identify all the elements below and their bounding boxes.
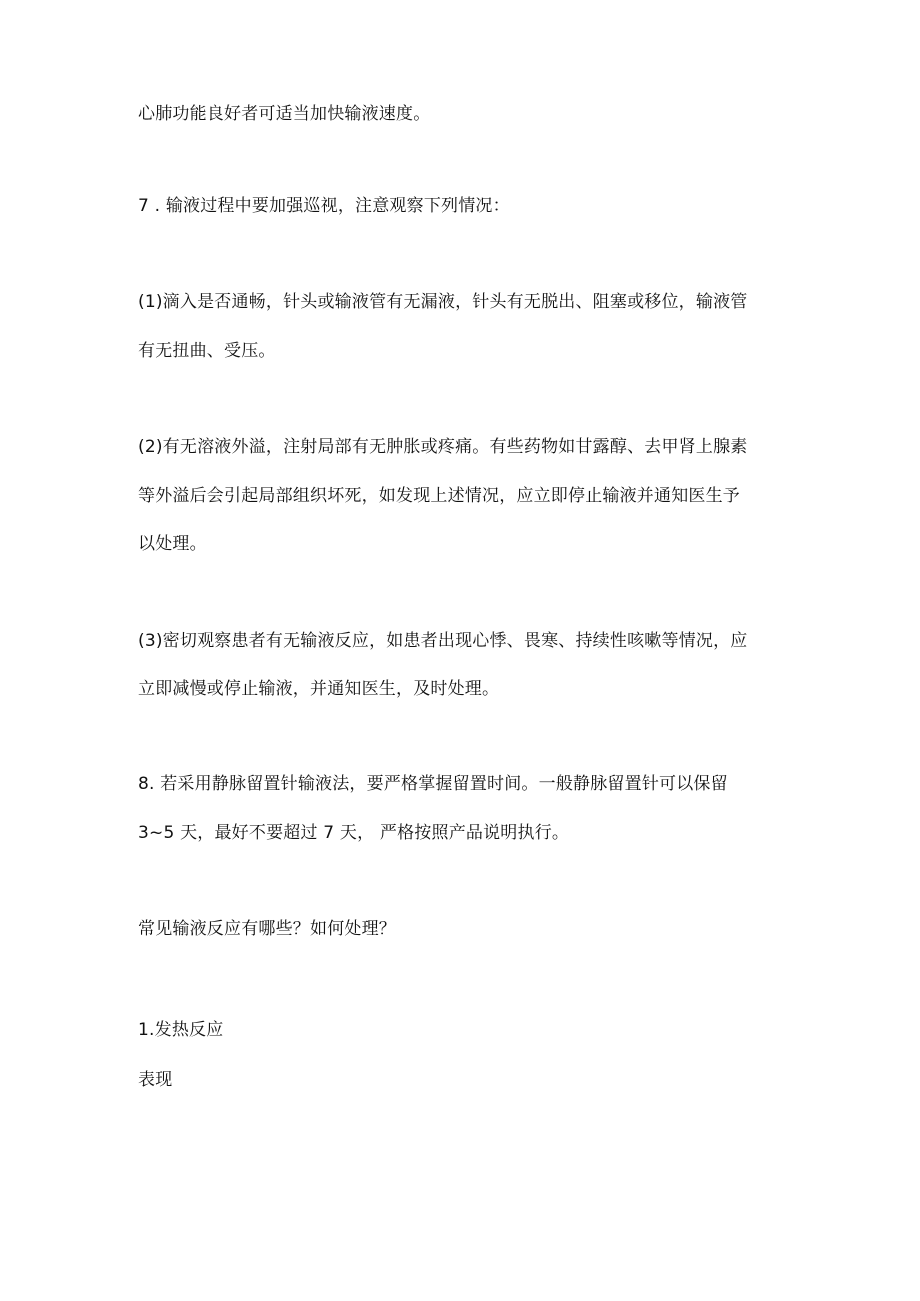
subsection-label: 表现	[138, 1070, 173, 1090]
paragraph-line-4: 有无扭曲、受压。	[138, 341, 276, 361]
paragraph-line-6: 等外溢后会引起局部组织坏死，如发现上述情况，应立即停止输液并通知医生予	[138, 486, 740, 506]
paragraph-line-5: (2)有无溶液外溢，注射局部有无肿胀或疼痛。有些药物如甘露醇、去甲肾上腺素	[138, 437, 748, 457]
paragraph-line-2: 7 . 输液过程中要加强巡视，注意观察下列情况：	[138, 196, 510, 216]
question-heading: 常见输液反应有哪些？如何处理？	[138, 919, 396, 939]
paragraph-line-3: (1)滴入是否通畅，针头或输液管有无漏液，针头有无脱出、阻塞或移位，输液管	[138, 292, 748, 312]
paragraph-line-7: 以处理。	[138, 534, 207, 554]
paragraph-line-8: (3)密切观察患者有无输液反应，如患者出现心悸、畏寒、持续性咳嗽等情况，应	[138, 631, 748, 651]
section-heading: 1.发热反应	[138, 1020, 224, 1040]
paragraph-line-9: 立即减慢或停止输液，并通知医生，及时处理。	[138, 679, 500, 699]
paragraph-line-11: 3~5 天，最好不要超过 7 天， 严格按照产品说明执行。	[138, 823, 570, 843]
paragraph-line-1: 心肺功能良好者可适当加快输液速度。	[138, 104, 431, 124]
paragraph-line-10: 8. 若采用静脉留置针输液法，要严格掌握留置时间。一般静脉留置针可以保留	[138, 774, 728, 794]
